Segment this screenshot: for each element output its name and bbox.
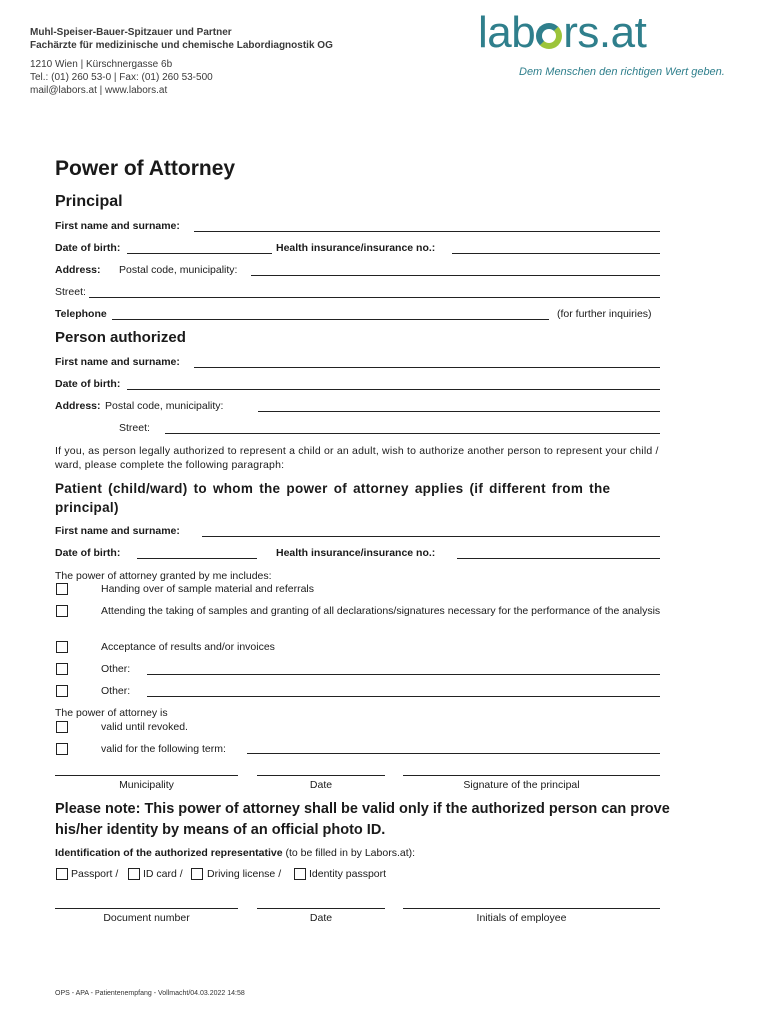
checkbox-valid-until-revoked[interactable] <box>56 721 68 733</box>
authorized-postal-label: Postal code, municipality: <box>105 400 224 412</box>
signature-caption: Signature of the principal <box>463 779 580 791</box>
principal-telephone-field[interactable] <box>112 319 549 320</box>
firm-name: Muhl-Speiser-Bauer-Spitzauer und Partner <box>30 27 232 38</box>
authorized-name-field[interactable] <box>194 367 660 368</box>
driving-license-label: Driving license / <box>207 868 282 880</box>
firm-subtitle: Fachärzte für medizinische und chemische Labordiagnostik OG <box>30 40 333 51</box>
option-handing-over: Handing over of sample material and referrals <box>101 583 315 595</box>
principal-postal-field[interactable] <box>251 275 660 276</box>
checkbox-valid-term[interactable] <box>56 743 68 755</box>
option-attending-sampling: Attending the taking of samples and granting of all declarations/signatures necessary for the performance of the analysis <box>101 605 661 617</box>
authorized-heading: Person authorized <box>55 329 186 346</box>
authorized-dob-label: Date of birth: <box>55 378 121 390</box>
option-valid-term: valid for the following term: <box>101 743 226 755</box>
document-number-caption: Document number <box>103 912 190 924</box>
identification-label: Identification of the authorized representative (to be filled in by Labors.at): <box>55 847 416 859</box>
passport-label: Passport / <box>71 868 119 880</box>
logo-ring-icon <box>536 23 562 49</box>
authorized-street-label: Street: <box>119 422 150 434</box>
principal-street-field[interactable] <box>89 297 660 298</box>
option-acceptance-results: Acceptance of results and/or invoices <box>101 641 275 653</box>
principal-insurance-label: Health insurance/insurance no.: <box>276 242 436 254</box>
authorized-postal-field[interactable] <box>258 411 660 412</box>
patient-insurance-label: Health insurance/insurance no.: <box>276 547 436 559</box>
municipality-field[interactable] <box>55 775 238 776</box>
authorized-street-field[interactable] <box>165 433 660 434</box>
important-note: Please note: This power of attorney shall be valid only if the authorized person can prove his/her identity by means of an official photo ID. <box>55 801 670 838</box>
firm-address: 1210 Wien | Kürschnergasse 6b <box>30 59 173 70</box>
includes-intro: The power of attorney granted by me includes: <box>55 570 272 582</box>
principal-address-label: Address: <box>55 264 101 276</box>
principal-street-label: Street: <box>55 286 86 298</box>
labors-logo: lab rs.at <box>478 8 647 57</box>
patient-dob-field[interactable] <box>137 558 257 559</box>
patient-dob-label: Date of birth: <box>55 547 121 559</box>
authorized-name-label: First name and surname: <box>55 356 180 368</box>
authorized-dob-field[interactable] <box>127 389 660 390</box>
patient-name-field[interactable] <box>202 536 660 537</box>
principal-signature-field[interactable] <box>403 775 660 776</box>
checkbox-other-1[interactable] <box>56 663 68 675</box>
employee-initials-caption: Initials of employee <box>476 912 567 924</box>
identity-passport-label: Identity passport <box>309 868 387 880</box>
patient-name-label: First name and surname: <box>55 525 180 537</box>
checkbox-id-card[interactable] <box>128 868 140 880</box>
other-2-field[interactable] <box>147 696 660 697</box>
patient-insurance-field[interactable] <box>457 558 660 559</box>
identification-date-caption: Date <box>309 912 333 924</box>
other-1-field[interactable] <box>147 674 660 675</box>
checkbox-attending-sampling[interactable] <box>56 605 68 617</box>
option-other-2: Other: <box>101 685 131 697</box>
page-title: Power of Attorney <box>55 157 236 180</box>
telephone-note: (for further inquiries) <box>557 308 652 320</box>
checkbox-handing-over[interactable] <box>56 583 68 595</box>
principal-dob-label: Date of birth: <box>55 242 121 254</box>
option-other-1: Other: <box>101 663 131 675</box>
patient-heading: Patient (child/ward) to whom the power of attorney applies (if different from the principal) <box>55 481 611 515</box>
principal-telephone-label: Telephone <box>55 308 107 320</box>
identification-date-field[interactable] <box>257 908 385 909</box>
letterhead <box>30 26 333 97</box>
checkbox-identity-passport[interactable] <box>294 868 306 880</box>
validity-intro: The power of attorney is <box>55 707 168 719</box>
principal-name-label: First name and surname: <box>55 220 180 232</box>
checkbox-passport[interactable] <box>56 868 68 880</box>
legal-paragraph: If you, as person legally authorized to represent a child or an adult, wish to authorize another person to represent your child / ward, please complete the following paragraph: <box>55 445 659 471</box>
checkbox-other-2[interactable] <box>56 685 68 697</box>
authorized-address-label: Address: <box>55 400 101 412</box>
tagline: Dem Menschen den richtigen Wert geben. <box>519 66 725 78</box>
principal-name-field[interactable] <box>194 231 660 232</box>
firm-phone-fax: Tel.: (01) 260 53-0 | Fax: (01) 260 53-500 <box>30 72 213 83</box>
document-number-field[interactable] <box>55 908 238 909</box>
id-card-label: ID card / <box>143 868 183 880</box>
principal-heading: Principal <box>55 193 123 210</box>
municipality-caption: Municipality <box>119 779 174 791</box>
valid-term-field[interactable] <box>247 753 660 754</box>
checkbox-acceptance-results[interactable] <box>56 641 68 653</box>
employee-initials-field[interactable] <box>403 908 660 909</box>
checkbox-driving-license[interactable] <box>191 868 203 880</box>
principal-dob-field[interactable] <box>127 253 272 254</box>
signature-date-field[interactable] <box>257 775 385 776</box>
firm-email-web: mail@labors.at | www.labors.at <box>30 85 168 96</box>
principal-insurance-field[interactable] <box>452 253 660 254</box>
date-caption: Date <box>309 779 333 791</box>
option-valid-until-revoked: valid until revoked. <box>101 721 188 733</box>
principal-postal-label: Postal code, municipality: <box>119 264 238 276</box>
footer-reference: OPS - APA - Patientenempfang - Vollmacht/04.03.2022 14:58 <box>55 990 245 997</box>
